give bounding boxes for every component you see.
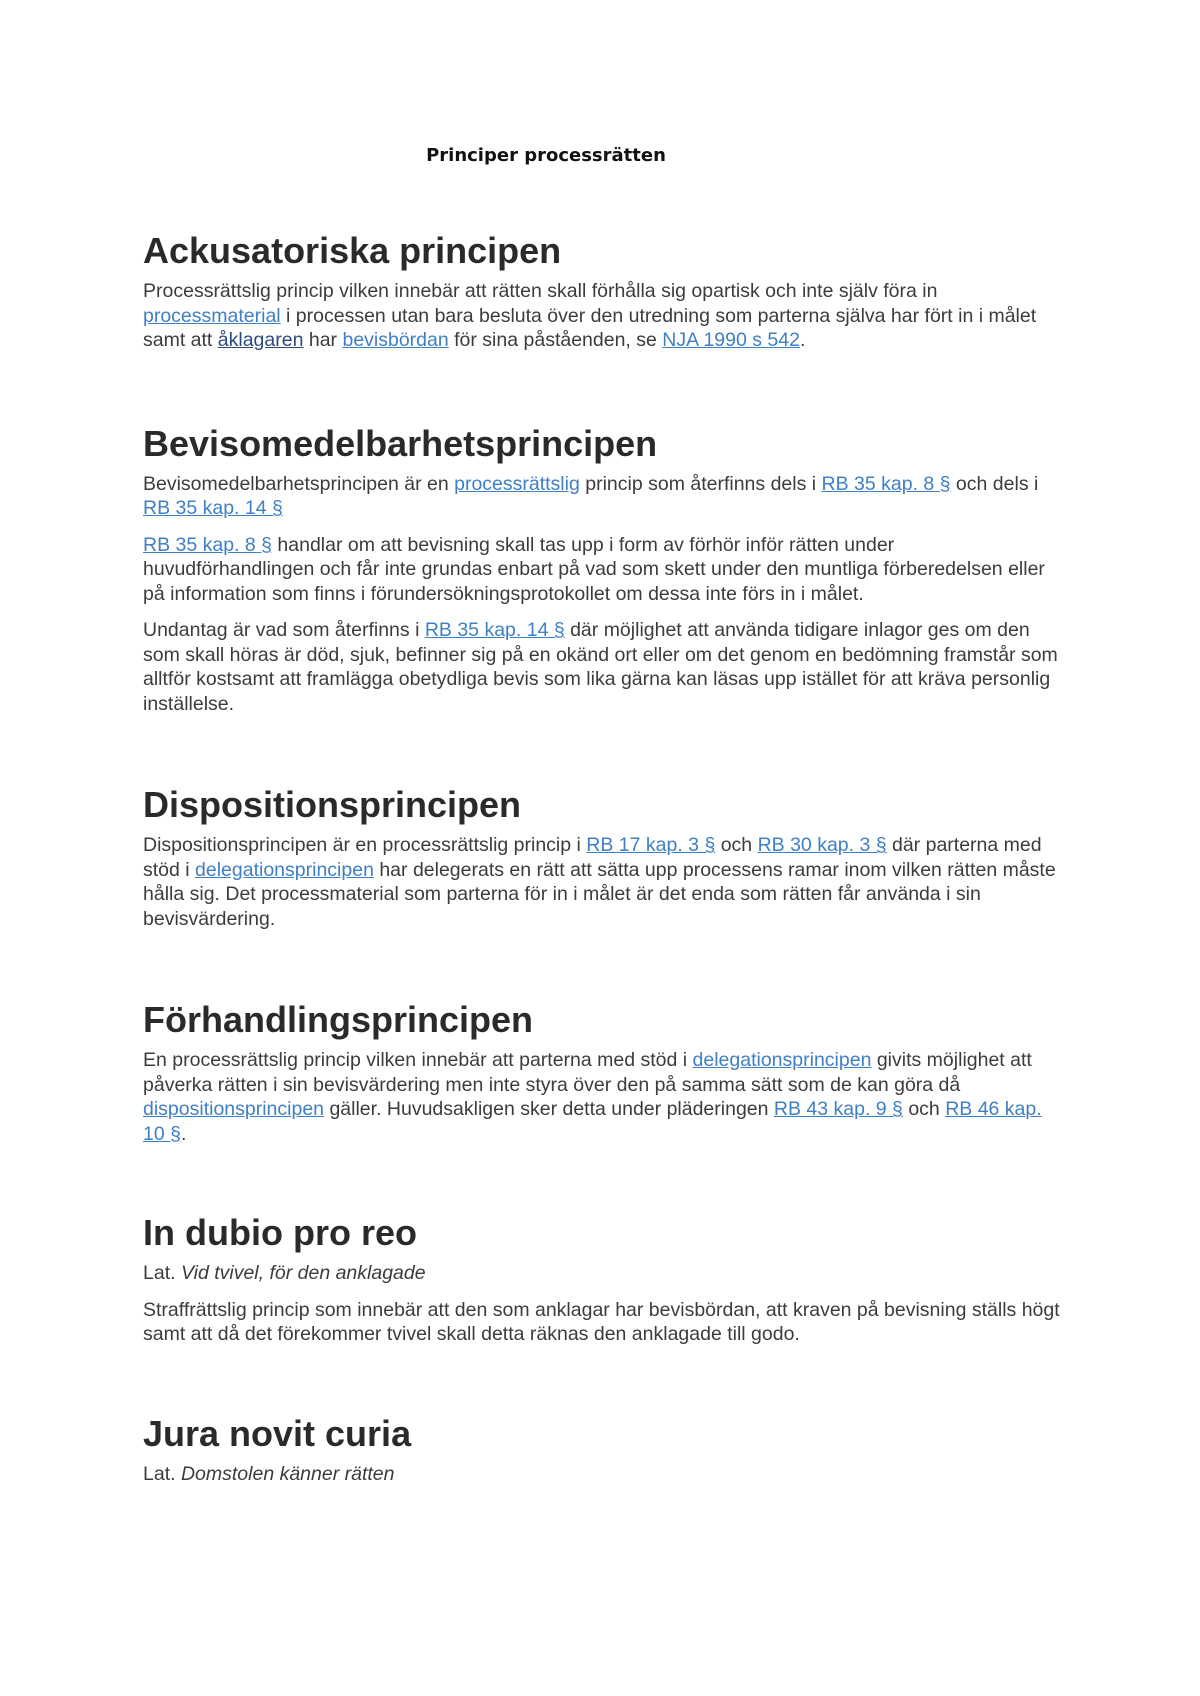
- latin-translation: Domstolen känner rätten: [180, 1462, 395, 1485]
- text-run: Dispositionsprincipen är en processrättslig princip i: [143, 834, 587, 856]
- link-rb-46-10[interactable]: RB 46 kap. 10 §: [143, 1098, 1042, 1145]
- link-delegationsprincipen[interactable]: delegationsprincipen: [195, 858, 374, 881]
- text-run: och dels i: [950, 472, 1039, 495]
- spacer: [143, 943, 1068, 997]
- link-rb-17-3[interactable]: RB 17 kap. 3 §: [586, 834, 716, 856]
- document-title: Principer processrätten: [426, 145, 666, 166]
- paragraph: [143, 1462, 1068, 1487]
- link-aklagaren[interactable]: åklagaren: [217, 329, 304, 351]
- text-run: Undantag är vad som återfinns i: [143, 619, 425, 641]
- link-rb-30-3[interactable]: RB 30 kap. 3 §: [757, 834, 887, 856]
- section-bevisomedelbarhet: [143, 421, 1068, 717]
- paragraph: [143, 533, 1068, 607]
- link-rb-43-9[interactable]: RB 43 kap. 9 §: [773, 1098, 903, 1120]
- link-rb-35-14[interactable]: RB 35 kap. 14 §: [424, 619, 565, 641]
- text-run: har: [303, 329, 343, 351]
- link-rb-35-8[interactable]: RB 35 kap. 8 §: [143, 533, 272, 556]
- paragraph: [143, 833, 1068, 931]
- section-heading: Bevisomedelbarhetsprincipen: [143, 422, 658, 464]
- text-run: Processrättslig princip vilken innebär att rätten skall förhålla sig opartisk och inte själv föra in: [143, 280, 938, 302]
- text-run: Straffrättslig princip som innebär att den som anklagar har bevisbördan, att kraven på bevisning ställs högt samt att då det förekommer tvivel skall detta räknas den anklagade till godo.: [143, 1298, 1060, 1345]
- link-delegationsprincipen[interactable]: delegationsprincipen: [692, 1049, 872, 1071]
- text-run: Bevisomedelbarhetsprincipen är en: [143, 472, 455, 495]
- text-run: och: [715, 834, 758, 856]
- spacer: [143, 1158, 1068, 1210]
- section-heading: Förhandlingsprincipen: [143, 999, 534, 1040]
- text-run: där möjlighet att använda tidigare inlagor ges om den som skall höras är död, sjuk, befinner sig på en okänd ort eller om det genom en bedömning framstår som alltför kostsamt att framlägga obetydliga bevis som lika gärna kan läsas upp istället för att kräva personlig inställelse.: [143, 619, 1058, 715]
- spacer: [143, 1359, 1068, 1411]
- text-run: för sina påståenden, se: [448, 329, 663, 351]
- text-run: givits möjlighet att påverka rätten i sin bevisvärdering men inte styra över den på samma sätt som de kan göra då: [143, 1049, 1032, 1096]
- text-run: Lat.: [143, 1462, 181, 1485]
- spacer: [143, 365, 1068, 421]
- text-run: princip som återfinns dels i: [579, 472, 822, 495]
- section-heading: In dubio pro reo: [143, 1212, 417, 1253]
- paragraph: [143, 1048, 1068, 1146]
- text-run: .: [180, 1122, 187, 1145]
- text-run: där parterna med stöd i: [143, 834, 1042, 881]
- section-forhandlingsprincipen: [143, 997, 1068, 1146]
- text-run: Lat.: [143, 1262, 181, 1284]
- document-body: [143, 228, 1068, 1498]
- link-rb-35-8[interactable]: RB 35 kap. 8 §: [821, 472, 951, 495]
- section-in-dubio-pro-reo: [143, 1210, 1068, 1347]
- paragraph: [143, 472, 1068, 521]
- link-processrattslig[interactable]: processrättslig: [454, 472, 580, 495]
- text-run: och: [902, 1098, 946, 1120]
- paragraph: [143, 1298, 1068, 1347]
- section-heading: Dispositionsprincipen: [143, 784, 522, 825]
- section-dispositionsprincipen: [143, 782, 1068, 931]
- link-rb-35-14[interactable]: RB 35 kap. 14 §: [143, 497, 283, 519]
- section-heading: Ackusatoriska principen: [143, 230, 562, 271]
- text-run: handlar om att bevisning skall tas upp i form av förhör inför rätten under huvudförhandlingen och får inte grundas enbart på vad som skett under den muntliga förberedelsen eller på information som finns i förundersökningsprotokollet om dessa inte förs in i målet.: [143, 533, 1045, 605]
- link-nja-1990[interactable]: NJA 1990 s 542: [662, 329, 800, 351]
- link-dispositionsprincipen[interactable]: dispositionsprincipen: [143, 1098, 325, 1120]
- paragraph: [143, 1261, 1068, 1286]
- spacer: [143, 728, 1068, 782]
- text-run: har delegerats en rätt att sätta upp processens ramar inom vilken rätten måste hålla sig. Det processmaterial som parterna för in i målet är det enda som rätten får använda i sin bevisvärdering.: [143, 858, 1056, 930]
- paragraph: [143, 279, 1068, 353]
- link-processmaterial[interactable]: processmaterial: [143, 304, 281, 327]
- text-run: i processen utan bara besluta över den utredning som parterna själva har fört in i målet samt att: [143, 304, 1037, 351]
- text-run: En processrättslig princip vilken innebär att parterna med stöd i: [143, 1049, 693, 1071]
- paragraph: [143, 618, 1068, 716]
- section-jura-novit-curia: [143, 1411, 1068, 1487]
- section-ackusatoriska: [143, 228, 1068, 353]
- latin-translation: Vid tvivel, för den anklagade: [180, 1262, 426, 1284]
- text-run: gäller. Huvudsakligen sker detta under pläderingen: [324, 1098, 774, 1120]
- section-heading: Jura novit curia: [143, 1412, 412, 1454]
- text-run: .: [799, 329, 806, 351]
- link-bevisbordan[interactable]: bevisbördan: [342, 329, 449, 351]
